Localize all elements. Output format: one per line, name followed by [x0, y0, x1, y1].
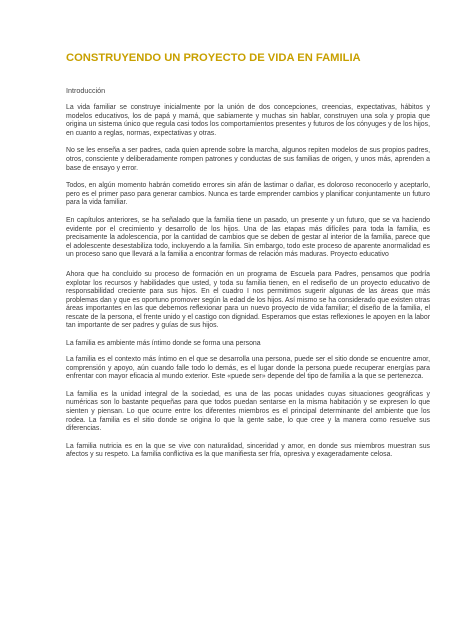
- paragraph: La familia es el contexto más íntimo en el que se desarrolla una persona, puede ser el sitio donde se encuentre amor, comprensión y apoyo, aún cuando falle todo lo demás, es el lugar donde la persona puede recuperar energías para enfrentar con mayor eficacia al mundo exterior. Este «puede ser» depende del tipo de familia a la que se pertenezca.: [66, 356, 430, 381]
- paragraph: No se les enseña a ser padres, cada quien aprende sobre la marcha, algunos repiten modelos de sus propios padres, otros, consciente y deliberadamente rompen patrones y conductas de sus familias de origen, y unos más, aprenden a base de ensayo y error.: [66, 147, 430, 172]
- paragraph: Todos, en algún momento habrán cometido errores sin afán de lastimar o dañar, es doloroso reconocerlo y aceptarlo, pero es el primer paso para generar cambios. Nunca es tarde emprender cambios y planificar conjuntamente un futuro para la vida familiar.: [66, 182, 430, 207]
- paragraph: La familia es la unidad integral de la sociedad, es una de las pocas unidades cuyas situaciones geográficas y numéricas son lo bastante pequeñas para que todos puedan sentarse en la misma habitación y se expresen lo que sienten y piensan. Lo que ocurre entre los diferentes miembros es el principal determinante del ambiente que los rodea. La familia es el sitio donde se origina lo que la gente sabe, lo que cree y la manera como resuelve sus diferencias.: [66, 390, 430, 433]
- paragraph: Ahora que ha concluido su proceso de formación en un programa de Escuela para Padres, pensamos que podría explotar los recursos y habilidades que usted, y toda su familia tienen, en el rediseño de un proyecto educativo de responsabilidad creciente para sus hijos. En el cuadro I nos permitimos sugerir algunas de las áreas que más problemas dan y que es oportuno promover según la edad de los hijos. Así mismo se ha considerado que existen otras áreas importantes en las que debemos reflexionar para un nuevo proyecto de vida familiar; el diseño de la familia, el rescate de la persona, el frente unido y el castigo con dignidad. Esperamos que estas reflexiones le apoyen en la labor tan importante de ser padres y guías de sus hijos.: [66, 270, 430, 330]
- document-title: CONSTRUYENDO UN PROYECTO DE VIDA EN FAMILIA: [66, 52, 361, 64]
- section-heading: La familia es ambiente más íntimo donde se forma una persona: [66, 340, 261, 348]
- paragraph: La vida familiar se construye inicialmente por la unión de dos concepciones, creencias, expectativas, hábitos y modelos educativos, los de papá y mamá, que sabiamente y muchas sin hablar, construyen una sola y propia que origina un sistema único que regula casi todos los comportamientos presentes y futuros de los cónyuges y de los hijos, en cuanto a reglas, normas, expectativas y otras.: [66, 104, 430, 137]
- paragraph: En capítulos anteriores, se ha señalado que la familia tiene un pasado, un presente y un futuro, que se va haciendo evidente por el crecimiento y desarrollo de los hijos. Una de las etapas más difíciles para toda la familia, es precisamente la adolescencia, por la cantidad de cambios que se deben de gestar al interior de la familia, parece que el adolescente desestabiliza todo, incluyendo a la familia. Sin embargo, todo este proceso de aparente anormalidad es un proceso sano que llevará a la familia a encontrar formas de relación más maduras. Proyecto educativo: [66, 216, 430, 259]
- intro-label: Introducción: [66, 86, 106, 95]
- paragraph: La familia nutricia es en la que se vive con naturalidad, sinceridad y amor, en donde sus miembros muestran sus afectos y su respeto. La familia conflictiva es la que manifiesta ser fría, opresiva y exageradamente celosa.: [66, 442, 430, 459]
